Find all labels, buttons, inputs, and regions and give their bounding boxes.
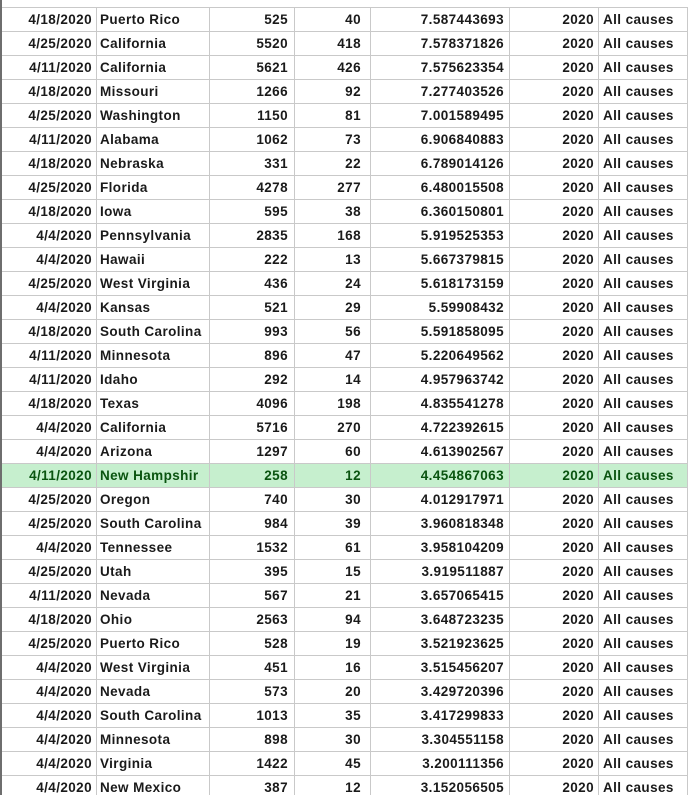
- cell-date[interactable]: 4/4/2020: [2, 296, 97, 319]
- cell-state[interactable]: Kansas: [97, 296, 210, 319]
- cell-rate[interactable]: 4.835541278: [371, 392, 510, 415]
- cell-rate[interactable]: 6.360150801: [371, 200, 510, 223]
- cell-state[interactable]: Ohio: [97, 608, 210, 631]
- cell-date[interactable]: 4/18/2020: [2, 80, 97, 103]
- cell-date[interactable]: 4/11/2020: [2, 344, 97, 367]
- cell-state[interactable]: Washington: [97, 104, 210, 127]
- cell-value1[interactable]: 5520: [210, 32, 295, 55]
- cell-year[interactable]: 2020: [510, 656, 599, 679]
- cell-year[interactable]: 2020: [510, 464, 599, 487]
- cell-year[interactable]: 2020: [510, 248, 599, 271]
- cell-year[interactable]: 2020: [510, 296, 599, 319]
- clipped-row-top: [2, 0, 688, 8]
- table-row: [2, 56, 688, 80]
- cell-state[interactable]: Pennsylvania: [97, 224, 210, 247]
- cell-value1[interactable]: 395: [210, 560, 295, 583]
- table-row: [2, 272, 688, 296]
- cell-cause[interactable]: All causes: [599, 536, 688, 559]
- cell-value2[interactable]: 29: [295, 296, 371, 319]
- cell-value1[interactable]: 573: [210, 680, 295, 703]
- cell-state[interactable]: Texas: [97, 392, 210, 415]
- cell-state[interactable]: South Carolina: [97, 704, 210, 727]
- cell-cause[interactable]: All causes: [599, 152, 688, 175]
- cell-year[interactable]: 2020: [510, 320, 599, 343]
- table-row: [2, 104, 688, 128]
- cell-rate[interactable]: 7.587443693: [371, 8, 510, 31]
- cell-rate[interactable]: 5.618173159: [371, 272, 510, 295]
- cell-state[interactable]: Minnesota: [97, 344, 210, 367]
- cell-rate[interactable]: 7.578371826: [371, 32, 510, 55]
- cell-value1[interactable]: 528: [210, 632, 295, 655]
- cell-year[interactable]: 2020: [510, 224, 599, 247]
- cell-cause[interactable]: All causes: [599, 320, 688, 343]
- cell-rate[interactable]: 5.919525353: [371, 224, 510, 247]
- cell-value2[interactable]: 38: [295, 200, 371, 223]
- cell-rate[interactable]: 3.429720396: [371, 680, 510, 703]
- cell-state[interactable]: Idaho: [97, 368, 210, 391]
- cell-value2[interactable]: 12: [295, 776, 371, 795]
- cell-cause[interactable]: All causes: [599, 104, 688, 127]
- cell-date[interactable]: 4/25/2020: [2, 176, 97, 199]
- table-row: [2, 632, 688, 656]
- cell-date[interactable]: 4/4/2020: [2, 728, 97, 751]
- cell-cause[interactable]: All causes: [599, 344, 688, 367]
- cell-value2[interactable]: 168: [295, 224, 371, 247]
- table-row: [2, 320, 688, 344]
- cell-cause[interactable]: All causes: [599, 272, 688, 295]
- cell-value2[interactable]: 40: [295, 8, 371, 31]
- cell-state[interactable]: West Virginia: [97, 656, 210, 679]
- cell-year[interactable]: 2020: [510, 560, 599, 583]
- cell-rate[interactable]: 7.001589495: [371, 104, 510, 127]
- cell-cause[interactable]: All causes: [599, 296, 688, 319]
- cell-date[interactable]: 4/25/2020: [2, 488, 97, 511]
- cell-cause[interactable]: All causes: [599, 704, 688, 727]
- cell-value1[interactable]: 5621: [210, 56, 295, 79]
- cell-cause[interactable]: All causes: [599, 656, 688, 679]
- cell-cause[interactable]: All causes: [599, 224, 688, 247]
- cell-cause[interactable]: All causes: [599, 728, 688, 751]
- cell-date[interactable]: 4/4/2020: [2, 752, 97, 775]
- cell-value2[interactable]: 30: [295, 728, 371, 751]
- cell-value1[interactable]: 258: [210, 464, 295, 487]
- cell-rate[interactable]: 7.575623354: [371, 56, 510, 79]
- cell-value2[interactable]: 13: [295, 248, 371, 271]
- table-row: [2, 512, 688, 536]
- cell-state[interactable]: Florida: [97, 176, 210, 199]
- cell-year[interactable]: 2020: [510, 704, 599, 727]
- cell-cause[interactable]: All causes: [599, 584, 688, 607]
- cell-state[interactable]: Missouri: [97, 80, 210, 103]
- table-row: [2, 248, 688, 272]
- cell-date[interactable]: 4/4/2020: [2, 680, 97, 703]
- cell-year[interactable]: 2020: [510, 56, 599, 79]
- cell-value1[interactable]: 521: [210, 296, 295, 319]
- cell-date[interactable]: 4/4/2020: [2, 776, 97, 795]
- cell-date[interactable]: 4/25/2020: [2, 512, 97, 535]
- cell-value1[interactable]: 1266: [210, 80, 295, 103]
- cell-value2[interactable]: 35: [295, 704, 371, 727]
- cell-date[interactable]: 4/18/2020: [2, 608, 97, 631]
- cell-value1[interactable]: 993: [210, 320, 295, 343]
- table-row: [2, 440, 688, 464]
- cell-date[interactable]: 4/11/2020: [2, 464, 97, 487]
- cell-year[interactable]: 2020: [510, 680, 599, 703]
- cell-year[interactable]: 2020: [510, 584, 599, 607]
- cell-rate[interactable]: 6.906840883: [371, 128, 510, 151]
- table-row: [2, 704, 688, 728]
- cell-value1[interactable]: 331: [210, 152, 295, 175]
- cell-cause[interactable]: All causes: [599, 392, 688, 415]
- cell-date[interactable]: 4/25/2020: [2, 632, 97, 655]
- cell-state[interactable]: Puerto Rico: [97, 632, 210, 655]
- table-row: [2, 416, 688, 440]
- cell-value1[interactable]: 2563: [210, 608, 295, 631]
- cell-cause[interactable]: All causes: [599, 176, 688, 199]
- cell-rate[interactable]: 3.417299833: [371, 704, 510, 727]
- cell-cause[interactable]: All causes: [599, 632, 688, 655]
- cell-value1[interactable]: 222: [210, 248, 295, 271]
- cell-rate[interactable]: 4.613902567: [371, 440, 510, 463]
- cell-state[interactable]: California: [97, 56, 210, 79]
- cell-value1[interactable]: 436: [210, 272, 295, 295]
- cell-state[interactable]: Hawaii: [97, 248, 210, 271]
- cell-rate[interactable]: 5.59908432: [371, 296, 510, 319]
- cell-year[interactable]: 2020: [510, 392, 599, 415]
- cell-cause[interactable]: All causes: [599, 56, 688, 79]
- cell-value1[interactable]: 4096: [210, 392, 295, 415]
- cell-rate[interactable]: 5.667379815: [371, 248, 510, 271]
- table-row: [2, 776, 688, 795]
- table-row: [2, 224, 688, 248]
- table-row: [2, 488, 688, 512]
- cell-value2[interactable]: 198: [295, 392, 371, 415]
- cell-cause[interactable]: All causes: [599, 752, 688, 775]
- table-row: [2, 728, 688, 752]
- cell-state[interactable]: California: [97, 32, 210, 55]
- cell-cause[interactable]: All causes: [599, 512, 688, 535]
- cell-rate[interactable]: 3.919511887: [371, 560, 510, 583]
- cell-state[interactable]: Puerto Rico: [97, 8, 210, 31]
- cell-rate[interactable]: 4.012917971: [371, 488, 510, 511]
- table-row: [2, 128, 688, 152]
- table-row: [2, 368, 688, 392]
- table-row: [2, 296, 688, 320]
- cell-value2[interactable]: 92: [295, 80, 371, 103]
- cell-cause[interactable]: All causes: [599, 128, 688, 151]
- cell-rate[interactable]: 3.657065415: [371, 584, 510, 607]
- cell-rate[interactable]: 4.454867063: [371, 464, 510, 487]
- cell-value1[interactable]: 451: [210, 656, 295, 679]
- cell-value2[interactable]: 61: [295, 536, 371, 559]
- cell-rate[interactable]: 3.200111356: [371, 752, 510, 775]
- cell-year[interactable]: 2020: [510, 536, 599, 559]
- cell-year[interactable]: 2020: [510, 440, 599, 463]
- cell-cause[interactable]: All causes: [599, 248, 688, 271]
- cell-year[interactable]: 2020: [510, 632, 599, 655]
- cell-state[interactable]: Nevada: [97, 584, 210, 607]
- cell-date[interactable]: 4/25/2020: [2, 32, 97, 55]
- cell-value2[interactable]: 418: [295, 32, 371, 55]
- cell-rate[interactable]: 3.515456207: [371, 656, 510, 679]
- cell-value1[interactable]: 1297: [210, 440, 295, 463]
- cell-state[interactable]: Nebraska: [97, 152, 210, 175]
- cell-date[interactable]: 4/18/2020: [2, 320, 97, 343]
- cell-date[interactable]: 4/25/2020: [2, 272, 97, 295]
- cell-year[interactable]: 2020: [510, 512, 599, 535]
- cell-value2[interactable]: 277: [295, 176, 371, 199]
- cell-year[interactable]: 2020: [510, 176, 599, 199]
- cell-date[interactable]: 4/11/2020: [2, 56, 97, 79]
- cell-rate[interactable]: 3.152056505: [371, 776, 510, 795]
- cell-rate[interactable]: 4.957963742: [371, 368, 510, 391]
- cell-value2[interactable]: 270: [295, 416, 371, 439]
- cell-date[interactable]: 4/4/2020: [2, 440, 97, 463]
- cell-date[interactable]: 4/18/2020: [2, 200, 97, 223]
- table-row: [2, 656, 688, 680]
- cell-date[interactable]: 4/18/2020: [2, 392, 97, 415]
- cell-value2[interactable]: 81: [295, 104, 371, 127]
- cell-state[interactable]: South Carolina: [97, 320, 210, 343]
- cell-value2[interactable]: 60: [295, 440, 371, 463]
- sheet-rows: [2, 8, 688, 795]
- cell-date[interactable]: 4/11/2020: [2, 368, 97, 391]
- cell-value1[interactable]: 525: [210, 8, 295, 31]
- cell-year[interactable]: 2020: [510, 488, 599, 511]
- cell-cause[interactable]: All causes: [599, 680, 688, 703]
- cell-date[interactable]: 4/11/2020: [2, 128, 97, 151]
- cell-rate[interactable]: 3.304551158: [371, 728, 510, 751]
- cell-value1[interactable]: 387: [210, 776, 295, 795]
- cell-year[interactable]: 2020: [510, 416, 599, 439]
- cell-cause[interactable]: All causes: [599, 560, 688, 583]
- cell-rate[interactable]: 3.648723235: [371, 608, 510, 631]
- cell-value2[interactable]: 56: [295, 320, 371, 343]
- cell-state[interactable]: South Carolina: [97, 512, 210, 535]
- cell-value1[interactable]: 740: [210, 488, 295, 511]
- cell-year[interactable]: 2020: [510, 128, 599, 151]
- table-row: [2, 200, 688, 224]
- cell-state[interactable]: Minnesota: [97, 728, 210, 751]
- cell-value2[interactable]: 30: [295, 488, 371, 511]
- cell-value1[interactable]: 292: [210, 368, 295, 391]
- cell-cause[interactable]: All causes: [599, 464, 688, 487]
- cell-rate[interactable]: 5.591858095: [371, 320, 510, 343]
- cell-date[interactable]: 4/25/2020: [2, 104, 97, 127]
- cell-value2[interactable]: 73: [295, 128, 371, 151]
- cell-rate[interactable]: 3.958104209: [371, 536, 510, 559]
- cell-state[interactable]: New Mexico: [97, 776, 210, 795]
- cell-rate[interactable]: 3.521923625: [371, 632, 510, 655]
- cell-year[interactable]: 2020: [510, 344, 599, 367]
- cell-rate[interactable]: 6.789014126: [371, 152, 510, 175]
- cell-value1[interactable]: 2835: [210, 224, 295, 247]
- cell-date[interactable]: 4/18/2020: [2, 8, 97, 31]
- cell-rate[interactable]: 3.960818348: [371, 512, 510, 535]
- cell-value2[interactable]: 39: [295, 512, 371, 535]
- cell-value2[interactable]: 47: [295, 344, 371, 367]
- table-row: [2, 464, 688, 488]
- cell-year[interactable]: 2020: [510, 32, 599, 55]
- cell-value1[interactable]: 984: [210, 512, 295, 535]
- cell-cause[interactable]: All causes: [599, 608, 688, 631]
- cell-year[interactable]: 2020: [510, 200, 599, 223]
- cell-year[interactable]: 2020: [510, 272, 599, 295]
- cell-date[interactable]: 4/4/2020: [2, 224, 97, 247]
- cell-date[interactable]: 4/4/2020: [2, 248, 97, 271]
- cell-value1[interactable]: 896: [210, 344, 295, 367]
- table-row: [2, 392, 688, 416]
- cell-year[interactable]: 2020: [510, 728, 599, 751]
- cell-state[interactable]: West Virginia: [97, 272, 210, 295]
- cell-cause[interactable]: All causes: [599, 368, 688, 391]
- cell-date[interactable]: 4/25/2020: [2, 560, 97, 583]
- table-row: [2, 560, 688, 584]
- cell-state[interactable]: Virginia: [97, 752, 210, 775]
- cell-date[interactable]: 4/4/2020: [2, 656, 97, 679]
- cell-state[interactable]: Utah: [97, 560, 210, 583]
- cell-year[interactable]: 2020: [510, 752, 599, 775]
- cell-value2[interactable]: 94: [295, 608, 371, 631]
- cell-value2[interactable]: 15: [295, 560, 371, 583]
- cell-value1[interactable]: 1150: [210, 104, 295, 127]
- cell-year[interactable]: 2020: [510, 608, 599, 631]
- cell-cause[interactable]: All causes: [599, 32, 688, 55]
- cell-cause[interactable]: All causes: [599, 776, 688, 795]
- table-row: [2, 176, 688, 200]
- cell-value2[interactable]: 45: [295, 752, 371, 775]
- cell-value2[interactable]: 14: [295, 368, 371, 391]
- cell-rate[interactable]: 6.480015508: [371, 176, 510, 199]
- cell-year[interactable]: 2020: [510, 104, 599, 127]
- cell-value2[interactable]: 426: [295, 56, 371, 79]
- cell-state[interactable]: Arizona: [97, 440, 210, 463]
- cell-state[interactable]: Nevada: [97, 680, 210, 703]
- cell-state[interactable]: Iowa: [97, 200, 210, 223]
- cell-state[interactable]: Tennessee: [97, 536, 210, 559]
- cell-value1[interactable]: 1422: [210, 752, 295, 775]
- cell-cause[interactable]: All causes: [599, 200, 688, 223]
- table-row: [2, 32, 688, 56]
- cell-value2[interactable]: 12: [295, 464, 371, 487]
- cell-date[interactable]: 4/11/2020: [2, 584, 97, 607]
- cell-state[interactable]: New Hampshir: [97, 464, 210, 487]
- cell-value1[interactable]: 4278: [210, 176, 295, 199]
- cell-value1[interactable]: 1532: [210, 536, 295, 559]
- cell-year[interactable]: 2020: [510, 368, 599, 391]
- cell-value1[interactable]: 5716: [210, 416, 295, 439]
- cell-cause[interactable]: All causes: [599, 488, 688, 511]
- table-row: [2, 152, 688, 176]
- cell-rate[interactable]: 7.277403526: [371, 80, 510, 103]
- table-row: [2, 8, 688, 32]
- cell-year[interactable]: 2020: [510, 80, 599, 103]
- cell-cause[interactable]: All causes: [599, 8, 688, 31]
- cell-year[interactable]: 2020: [510, 776, 599, 795]
- cell-state[interactable]: California: [97, 416, 210, 439]
- cell-state[interactable]: Alabama: [97, 128, 210, 151]
- cell-value2[interactable]: 21: [295, 584, 371, 607]
- cell-value1[interactable]: 567: [210, 584, 295, 607]
- cell-cause[interactable]: All causes: [599, 440, 688, 463]
- cell-year[interactable]: 2020: [510, 152, 599, 175]
- cell-date[interactable]: 4/4/2020: [2, 536, 97, 559]
- cell-value1[interactable]: 595: [210, 200, 295, 223]
- table-row: [2, 680, 688, 704]
- cell-value1[interactable]: 898: [210, 728, 295, 751]
- cell-value2[interactable]: 22: [295, 152, 371, 175]
- table-row: [2, 608, 688, 632]
- cell-value2[interactable]: 20: [295, 680, 371, 703]
- cell-value2[interactable]: 19: [295, 632, 371, 655]
- cell-value2[interactable]: 24: [295, 272, 371, 295]
- cell-date[interactable]: 4/4/2020: [2, 416, 97, 439]
- cell-cause[interactable]: All causes: [599, 416, 688, 439]
- cell-cause[interactable]: All causes: [599, 80, 688, 103]
- cell-value2[interactable]: 16: [295, 656, 371, 679]
- cell-year[interactable]: 2020: [510, 8, 599, 31]
- cell-state[interactable]: Oregon: [97, 488, 210, 511]
- cell-rate[interactable]: 5.220649562: [371, 344, 510, 367]
- table-row: [2, 344, 688, 368]
- table-row: [2, 752, 688, 776]
- cell-date[interactable]: 4/4/2020: [2, 704, 97, 727]
- cell-rate[interactable]: 4.722392615: [371, 416, 510, 439]
- cell-value1[interactable]: 1013: [210, 704, 295, 727]
- table-row: [2, 584, 688, 608]
- cell-date[interactable]: 4/18/2020: [2, 152, 97, 175]
- cell-value1[interactable]: 1062: [210, 128, 295, 151]
- table-row: [2, 536, 688, 560]
- table-row: [2, 80, 688, 104]
